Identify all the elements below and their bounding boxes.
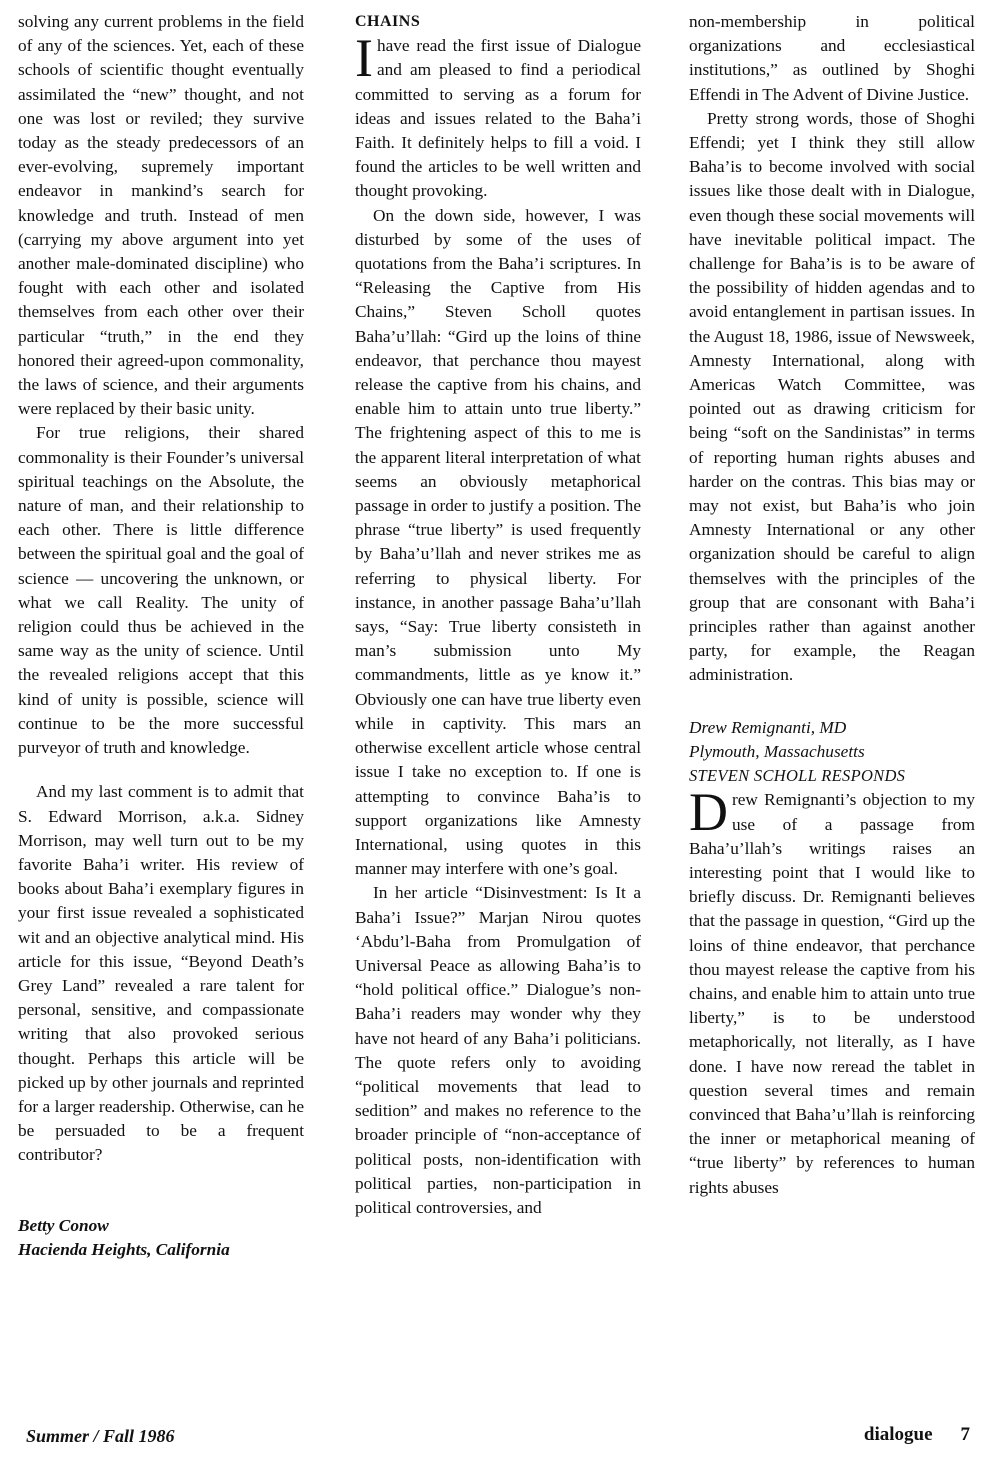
paragraph: For true religions, their shared commonality is their Founder’s universal spiritual teachings on the Absolute, the nature of man, and their relationship to each other. There is little difference between the spiritual goal and the goal of science — uncovering the unknown, or what we call Reality. The unity of religion could thus be achieved in the same way as the unity of science. Until the revealed religions accept that this kind of unity is possible, science will continue to be the more successful purveyor of truth and knowledge. (18, 423, 304, 758)
paragraph-text: rew Remignanti’s objection to my use of a passage from Baha’u’llah’s writings raises an interesting point that I would like to briefly discuss. Dr. Remignanti believes that the passage in question, “Gird up the loins of thine endeavor, that perchance thou mayest release the captive from his chains, and enable him to attain unto true liberty,” is to be understood metaphorically, not literally, as I have done. I have now reread the tablet in question several times and remain convinced that Baha’u’llah is reinforcing the inner or metaphorical meaning of “true liberty” by references to human rights abuses (689, 790, 975, 1197)
signature-name: Drew Remignanti, MD (689, 717, 847, 737)
signature-name: Betty Conow (18, 1215, 109, 1235)
paragraph (689, 782, 975, 1199)
column-2 (355, 10, 641, 1220)
drop-cap: D (689, 782, 728, 843)
response-heading: STEVEN SCHOLL RESPONDS (689, 766, 906, 786)
page-number: 7 (960, 1424, 970, 1445)
paragraph-text: have read the first issue of Dialogue and am pleased to find a periodical committed to serving as a forum for ideas and issues related to the Baha’i Faith. It definitely helps to fill a void. I found the articles to be well written and thought provoking. (355, 36, 641, 201)
column-3 (689, 10, 975, 1200)
paragraph: On the down side, however, I was disturbed by some of the uses of quotations from the Baha’i scriptures. In “Releasing the Captive from His Chains,” Steven Scholl quotes Baha’u’llah: “Gird up the loins of thine endeavor, that perchance thou mayest release the captive from his chains, and enable him to attain unto true liberty.” The frightening aspect of this to me is the apparent literal interpretation of what seems an obviously metaphorical passage in order to justify a position. The phrase “true liberty” is used frequently by Baha’u’llah and never strikes me as referring to physical liberty. For instance, in another passage Baha’u’llah says, “Say: True liberty consisteth in man’s submission unto My commandments, little as ye know it.” Obviously one can have true liberty even while in captivity. This mars an otherwise excellent article whose central issue I take no exception to. If one is attempting to convince Baha’is to support organizations like Amnesty International, using quotes in this manner may interfere with one’s goal. (355, 205, 641, 879)
footer-masthead (864, 1424, 970, 1446)
paragraph: In her article “Disinvestment: Is It a Baha’i Issue?” Marjan Nirou quotes ‘Abdu’l-Baha from Promulgation of Universal Peace as allowing Baha’is to “hold political office.” Dialogue’s non-Baha’i readers may wonder why they have not heard of any Baha’i politicians. The quote refers only to avoiding “political movements that lead to sedition” and makes no reference to the broader principle of “non-acceptance of political posts, non-identification with political parties, non-participation in political controversies, and (355, 883, 641, 1217)
signature-place: Plymouth, Massachusetts (689, 741, 865, 761)
paragraph (355, 28, 641, 203)
drop-cap: I (355, 28, 373, 89)
column-1 (18, 10, 304, 1262)
paragraph: solving any current problems in the field of any of the sciences. Yet, each of these schools of scientific thought eventually assimilated the “new” thought, and not one was lost or reviled; they survive today as the steady predecessors of an ever-evolving, supremely important endeavor in mankind’s search for knowledge and truth. Instead of men (carrying my above argument into yet another male-dominated discipline) who fought with each other and isolated themselves from each other over their particular “truth,” in the end they honored their agreed-upon commonality, the laws of science, and their arguments were replaced by their basic unity. (18, 12, 304, 419)
signature-place: Hacienda Heights, California (18, 1239, 230, 1259)
issue-date: Summer / Fall 1986 (26, 1426, 175, 1446)
magazine-name: dialogue (863, 1424, 933, 1445)
section-heading: CHAINS (355, 13, 421, 30)
paragraph: Pretty strong words, those of Shoghi Effendi; yet I think they still allow Baha’is to become involved with social issues like those dealt with in Dialogue, even though these social movements will have inevitable political impact. The challenge for Baha’is is to be aware of the possibility of hidden agendas and to avoid entanglement in partisan issues. In the August 18, 1986, issue of Newsweek, Amnesty International, along with Americas Watch Committee, was pointed out as drawing criticism for being “soft on the Sandinistas” in terms of reporting human rights abuses and harder on the contras. This bias may or may not exist, but Baha’is who join Amnesty International or any other organization should be careful to align themselves with the principles of the group that are consonant with Baha’i principles rather than against another party, for example, the Reagan administration. (689, 108, 975, 685)
paragraph: non-membership in political organizations and ecclesiastical institutions,” as outlined by Shoghi Effendi in The Advent of Divine Justice. (689, 12, 975, 104)
paragraph: And my last comment is to admit that S. Edward Morrison, a.k.a. Sidney Morrison, may well turn out to be my favorite Baha’i writer. His review of books about Baha’i exemplary figures in your first issue revealed a sophisticated wit and an objective analytical mind. His article for this issue, “Beyond Death’s Grey Land” revealed a rare talent for personal, sensitive, and compassionate writing that also provoked serious thought. Perhaps this article will be picked up by other journals and reprinted for a larger readership. Otherwise, can he be persuaded to be a frequent contributor? (18, 782, 304, 1165)
